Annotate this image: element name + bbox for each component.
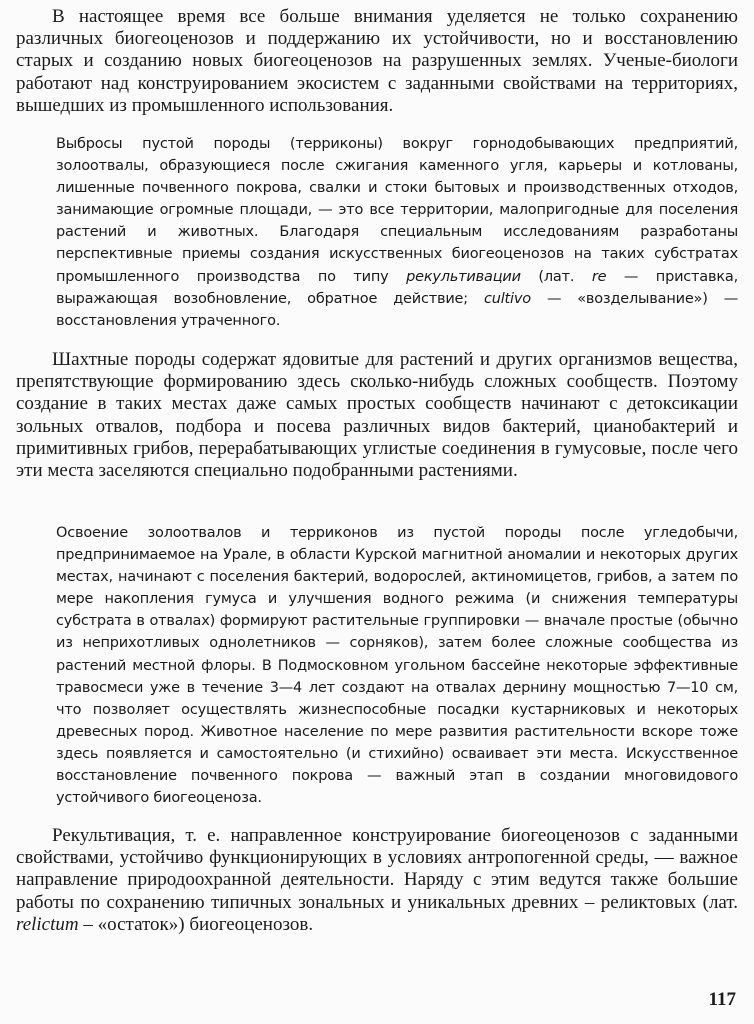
paragraph-intro: В настоящее время все больше внимания уделяется не только сохранению различных биогеоценозов и поддержанию их устойчивости, но и восстановлению старых и созданию новых биогеоценозов на разрушенных землях. Ученые-биологи работают над конструированием экосистем с заданными свойствами на территориях, вышедших из промышленного использования. [16, 6, 738, 116]
inset-recultivation-mid-1: (лат. [520, 268, 592, 285]
term-re: re [591, 268, 607, 285]
page-number: 117 [708, 989, 736, 1010]
paragraph-conclusion [16, 825, 738, 936]
inset-ash-dumps: Освоение золоотвалов и терриконов из пустой породы после угледобычи, предпринимаемое на Урале, в области Курской магнитной аномалии и некоторых других местах, начинают с поселения бактерий, водорослей, актиномицетов, грибов, а затем по мере накопления гумуса и улучшения водного режима (и снижения температуры субстрата в отвалах) формируют растительные группировки — вначале простые (обычно из неприхотливых однолетников — сорняков), затем более сложные сообщества из растений местной флоры. В Подмосковном угольном бассейне некоторые эффективные травосмеси уже в течение 3—4 лет создают на отвалах дернину мощностью 7—10 см, что позволяет осуществлять жизнеспособные посадки кустарниковых и некоторых древесных пород. Животное население по мере развития растительности вскоре тоже здесь появляется и самостоятельно (и стихийно) осваивает эти места. Искусственное восстановление почвенного покрова — важный этап в создании многовидового устойчивого биогеоценоза. [56, 525, 738, 807]
term-recultivation: рекультивации [406, 268, 521, 285]
conclusion-text: Рекультивация, т. е. направленное конструирование биогеоценозов с заданными свойствами, устойчиво функционирующих в условиях антропогенной среды, — важное направление природоохранной деятельности. Наряду с этим ведутся также большие работы по сохранению типичных зональных и уникальных древних – реликтовых (лат. [16, 825, 738, 913]
conclusion-end: – «остаток») биогеоценозов. [78, 913, 314, 935]
term-relictum: relictum [16, 913, 79, 935]
term-cultivo: cultivo [483, 290, 531, 307]
inset-recultivation [56, 133, 738, 332]
paragraph-mine-rocks: Шахтные породы содержат ядовитые для растений и других организмов вещества, препятствующие формированию здесь сколько-нибудь сложных сообществ. Поэтому создание в таких местах даже самых простых сообществ начинают с детоксикации зольных отвалов, подбора и посева различных видов бактерий, цианобактерий и примитивных грибов, перерабатывающих углистые соединения в гумусовые, после чего эти места заселяются специально подобранными растениями. [16, 349, 738, 482]
inset-recultivation-mid-2: — приставка, выражающая возобновление, обратное действие; [56, 268, 738, 307]
inset-recultivation-end: — «возделывание») — восстановления утраченного. [56, 290, 738, 329]
inset-recultivation-text: Выбросы пустой породы (терриконы) вокруг горнодобывающих предприятий, золоотвалы, образующиеся после сжигания каменного угля, карьеры и котлованы, лишенные почвенного покрова, свалки и стоки бытовых и производственных отходов, занимающие огромные площади, — это все территории, малопригодные для поселения растений и животных. Благодаря специальным исследованиям разработаны перспективные приемы создания искусственных биогеоценозов на таких субстратах промышленного производства по типу [56, 136, 738, 285]
